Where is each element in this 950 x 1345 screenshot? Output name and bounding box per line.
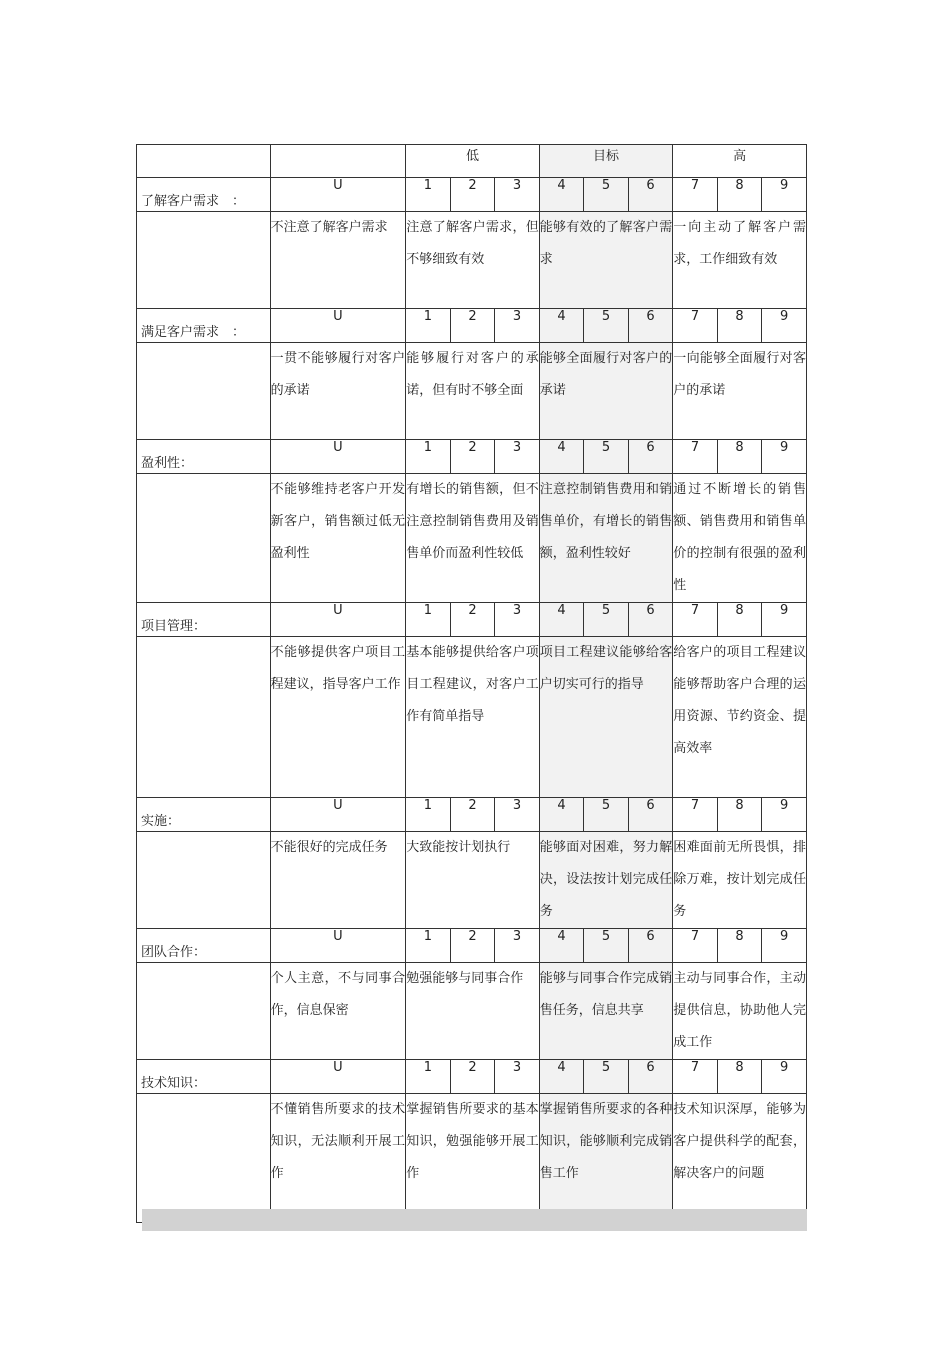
target-description: 掌握销售所要求的各种知识，能够顺利完成销售工作 (539, 1094, 673, 1223)
score-5: 5 (584, 929, 629, 963)
score-4: 4 (539, 603, 584, 637)
score-5: 5 (584, 798, 629, 832)
description-row (137, 637, 807, 798)
score-u: U (270, 798, 406, 832)
score-5: 5 (584, 178, 629, 212)
evaluation-rubric-table (136, 144, 807, 1223)
score-8: 8 (717, 178, 762, 212)
score-2: 2 (450, 1060, 495, 1094)
score-3: 3 (495, 603, 540, 637)
score-u: U (270, 309, 406, 343)
score-5: 5 (584, 1060, 629, 1094)
criterion-name: 技术知识： (137, 1060, 271, 1094)
score-6: 6 (628, 178, 673, 212)
score-3: 3 (495, 929, 540, 963)
score-4: 4 (539, 178, 584, 212)
target-description: 能够全面履行对客户的承诺 (539, 343, 673, 440)
criterion-blank-cell (137, 637, 271, 798)
u-description: 不能够维持老客户开发新客户，销售额过低无盈利性 (270, 474, 406, 603)
score-1: 1 (406, 1060, 451, 1094)
score-3: 3 (495, 178, 540, 212)
score-3: 3 (495, 309, 540, 343)
score-7: 7 (673, 440, 718, 474)
header-high: 高 (673, 145, 807, 178)
low-description: 掌握销售所要求的基本知识，勉强能够开展工作 (406, 1094, 540, 1223)
score-5: 5 (584, 603, 629, 637)
description-row (137, 212, 807, 309)
score-8: 8 (717, 603, 762, 637)
target-description: 能够面对困难，努力解决，设法按计划完成任务 (539, 832, 673, 929)
score-8: 8 (717, 1060, 762, 1094)
score-9: 9 (762, 178, 807, 212)
score-7: 7 (673, 929, 718, 963)
description-row (137, 963, 807, 1060)
score-3: 3 (495, 1060, 540, 1094)
score-5: 5 (584, 440, 629, 474)
description-row (137, 832, 807, 929)
criterion-name: 团队合作： (137, 929, 271, 963)
score-u: U (270, 929, 406, 963)
score-9: 9 (762, 1060, 807, 1094)
score-u: U (270, 1060, 406, 1094)
score-9: 9 (762, 798, 807, 832)
score-7: 7 (673, 798, 718, 832)
u-description: 不懂销售所要求的技术知识，无法顺利开展工作 (270, 1094, 406, 1223)
high-description: 一向主动了解客户需求，工作细致有效 (673, 212, 807, 309)
score-1: 1 (406, 178, 451, 212)
u-description: 不注意了解客户需求 (270, 212, 406, 309)
footer-gray-bar (142, 1209, 807, 1231)
high-description: 技术知识深厚，能够为客户提供科学的配套，解决客户的问题 (673, 1094, 807, 1223)
score-4: 4 (539, 929, 584, 963)
score-4: 4 (539, 798, 584, 832)
score-4: 4 (539, 309, 584, 343)
score-3: 3 (495, 440, 540, 474)
score-9: 9 (762, 603, 807, 637)
score-4: 4 (539, 440, 584, 474)
u-description: 个人主意，不与同事合作，信息保密 (270, 963, 406, 1060)
u-description: 不能够提供客户项目工程建议，指导客户工作 (270, 637, 406, 798)
score-6: 6 (628, 309, 673, 343)
criterion-name: 了解客户需求 ： (137, 178, 271, 212)
score-u: U (270, 178, 406, 212)
header-target: 目标 (539, 145, 673, 178)
description-row (137, 343, 807, 440)
description-row (137, 474, 807, 603)
low-description: 大致能按计划执行 (406, 832, 540, 929)
score-6: 6 (628, 929, 673, 963)
target-description: 能够有效的了解客户需求 (539, 212, 673, 309)
low-description: 能够履行对客户的承诺，但有时不够全面 (406, 343, 540, 440)
rubric-sheet (136, 144, 807, 1223)
score-1: 1 (406, 440, 451, 474)
criterion-blank-cell (137, 1094, 271, 1223)
criterion-name: 实施： (137, 798, 271, 832)
criterion-blank-cell (137, 832, 271, 929)
score-5: 5 (584, 309, 629, 343)
score-row (137, 603, 807, 637)
score-1: 1 (406, 798, 451, 832)
target-description: 能够与同事合作完成销售任务，信息共享 (539, 963, 673, 1060)
high-description: 通过不断增长的销售额、销售费用和销售单价的控制有很强的盈利性 (673, 474, 807, 603)
score-9: 9 (762, 440, 807, 474)
score-2: 2 (450, 798, 495, 832)
score-9: 9 (762, 929, 807, 963)
low-description: 有增长的销售额，但不注意控制销售费用及销售单价而盈利性较低 (406, 474, 540, 603)
low-description: 勉强能够与同事合作 (406, 963, 540, 1060)
criterion-blank-cell (137, 963, 271, 1060)
u-description: 一贯不能够履行对客户的承诺 (270, 343, 406, 440)
score-1: 1 (406, 309, 451, 343)
description-row (137, 1094, 807, 1223)
target-description: 注意控制销售费用和销售单价，有增长的销售额，盈利性较好 (539, 474, 673, 603)
score-row (137, 178, 807, 212)
score-4: 4 (539, 1060, 584, 1094)
score-1: 1 (406, 929, 451, 963)
low-description: 基本能够提供给客户项目工程建议，对客户工作有简单指导 (406, 637, 540, 798)
low-description: 注意了解客户需求，但不够细致有效 (406, 212, 540, 309)
score-2: 2 (450, 929, 495, 963)
score-8: 8 (717, 929, 762, 963)
high-description: 给客户的项目工程建议能够帮助客户合理的运用资源、节约资金、提高效率 (673, 637, 807, 798)
criterion-blank-cell (137, 343, 271, 440)
score-8: 8 (717, 309, 762, 343)
score-2: 2 (450, 309, 495, 343)
score-row (137, 1060, 807, 1094)
high-description: 一向能够全面履行对客户的承诺 (673, 343, 807, 440)
score-2: 2 (450, 603, 495, 637)
score-9: 9 (762, 309, 807, 343)
score-7: 7 (673, 178, 718, 212)
score-6: 6 (628, 603, 673, 637)
score-7: 7 (673, 603, 718, 637)
score-7: 7 (673, 1060, 718, 1094)
score-2: 2 (450, 178, 495, 212)
high-description: 主动与同事合作，主动提供信息，协助他人完成工作 (673, 963, 807, 1060)
score-8: 8 (717, 798, 762, 832)
score-row (137, 798, 807, 832)
score-row (137, 440, 807, 474)
criterion-name: 盈利性： (137, 440, 271, 474)
score-6: 6 (628, 798, 673, 832)
target-description: 项目工程建议能够给客户切实可行的指导 (539, 637, 673, 798)
u-description: 不能很好的完成任务 (270, 832, 406, 929)
score-6: 6 (628, 440, 673, 474)
header-blank-u (270, 145, 406, 178)
criterion-name: 项目管理： (137, 603, 271, 637)
score-8: 8 (717, 440, 762, 474)
score-row (137, 929, 807, 963)
header-blank-criterion (137, 145, 271, 178)
criterion-blank-cell (137, 474, 271, 603)
score-row (137, 309, 807, 343)
score-2: 2 (450, 440, 495, 474)
score-3: 3 (495, 798, 540, 832)
high-description: 困难面前无所畏惧，排除万难，按计划完成任务 (673, 832, 807, 929)
score-1: 1 (406, 603, 451, 637)
header-row (137, 145, 807, 178)
header-low: 低 (406, 145, 540, 178)
score-7: 7 (673, 309, 718, 343)
score-6: 6 (628, 1060, 673, 1094)
criterion-blank-cell (137, 212, 271, 309)
score-u: U (270, 440, 406, 474)
score-u: U (270, 603, 406, 637)
criterion-name: 满足客户需求 ： (137, 309, 271, 343)
